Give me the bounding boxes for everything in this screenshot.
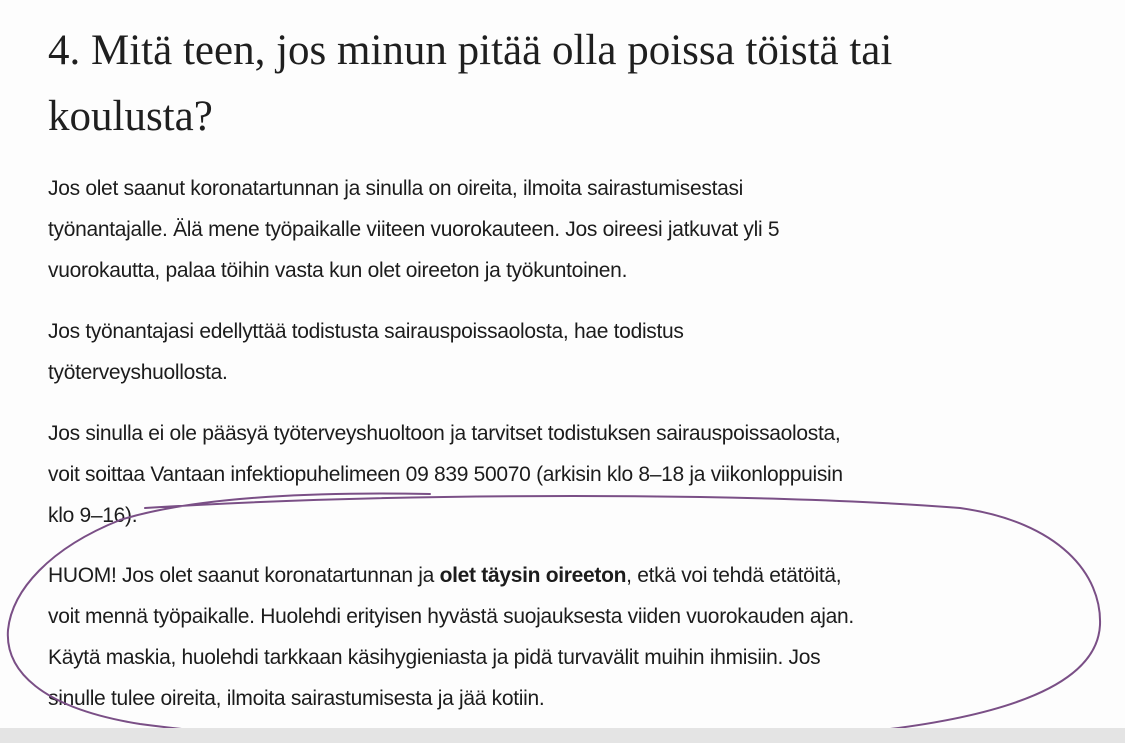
- paragraph-line: Jos työnantajasi edellyttää todistusta sairauspoissaolosta, hae todistus: [48, 320, 684, 343]
- note-text: , etkä voi tehdä etätöitä,: [626, 564, 842, 587]
- paragraph-line: sinulle tulee oireita, ilmoita sairastumisesta ja jää kotiin.: [48, 687, 545, 710]
- paragraph-line: Jos sinulla ei ole pääsyä työterveyshuoltoon ja tarvitset todistuksen sairauspoissaolosta,: [48, 422, 841, 445]
- paragraph-note-asymptomatic: [48, 555, 1098, 719]
- paragraph-line: Käytä maskia, huolehdi tarkkaan käsihygieniasta ja pidä turvavälit muihin ihmisiin. Jos: [48, 646, 821, 669]
- paragraph-line: klo 9–16).: [48, 504, 138, 527]
- paragraph-line: voit mennä työpaikalle. Huolehdi erityisen hyvästä suojauksesta viiden vuorokauden ajan.: [48, 605, 854, 628]
- paragraph-line: työterveyshuollosta.: [48, 361, 228, 384]
- paragraph-line: työnantajalle. Älä mene työpaikalle viiteen vuorokauteen. Jos oireesi jatkuvat yli 5: [48, 218, 780, 241]
- note-emphasis: olet täysin oireeton: [439, 564, 627, 587]
- section-heading: [48, 18, 1088, 150]
- paragraph-line: vuorokautta, palaa töihin vasta kun olet oireeton ja työkuntoinen.: [48, 259, 628, 282]
- bottom-edge-strip: [0, 728, 1125, 743]
- heading-line-2: koulusta?: [48, 93, 213, 140]
- paragraph-line: [48, 555, 1098, 596]
- paragraph-symptoms: [48, 168, 1098, 291]
- heading-line-1: 4. Mitä teen, jos minun pitää olla poissa töistä tai: [48, 27, 893, 74]
- note-text: HUOM! Jos olet saanut koronatartunnan ja: [48, 564, 440, 587]
- paragraph-infection-phone: [48, 413, 1098, 536]
- paragraph-certificate: [48, 311, 1098, 393]
- paragraph-line: Jos olet saanut koronatartunnan ja sinulla on oireita, ilmoita sairastumisestasi: [48, 177, 744, 200]
- paragraph-line: voit soittaa Vantaan infektiopuhelimeen 09 839 50070 (arkisin klo 8–18 ja viikonloppuisin: [48, 463, 843, 486]
